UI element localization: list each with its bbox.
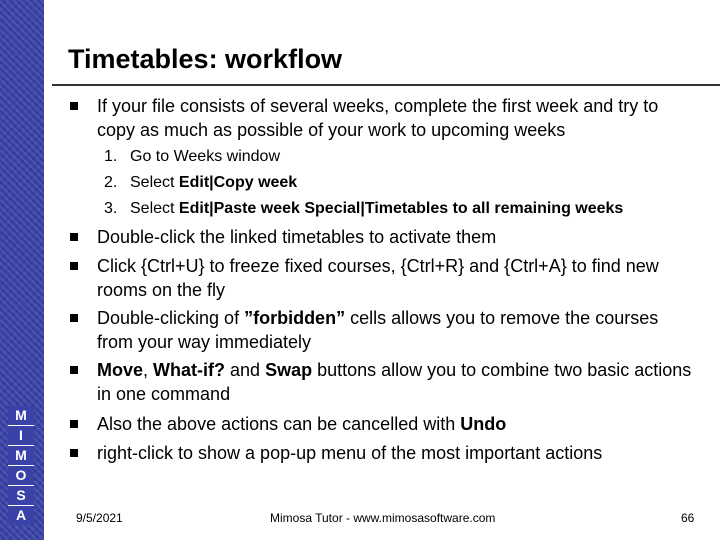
bullet-text-6 [97,412,697,436]
step-command: Edit|Paste week Special|Timetables to all remaining weeks [178,200,624,217]
logo-letter: I [8,426,34,445]
text-emphasis: Swap [265,360,313,380]
bullet-icon [70,449,78,457]
step-number: 2. [104,174,118,191]
text-part: cells allows you to remove the courses from your way immediately [97,308,659,352]
text-part: , [143,360,154,380]
bullet-text-4 [97,306,697,354]
step-text: Select [130,200,179,217]
bullet-text-3: Click {Ctrl+U} to freeze fixed courses, {Ctrl+R} and {Ctrl+A} to find new rooms on the fly [97,256,659,300]
title-divider [52,84,720,86]
step-3 [104,196,623,222]
text-emphasis: ”forbidden” [244,308,346,328]
bullet-text-2: Double-click the linked timetables to activate them [97,227,497,247]
text-part: Also the above actions can be cancelled with [97,414,461,434]
text-part: buttons allow you to combine two basic actions in one command [97,360,692,404]
text-part: and [225,360,266,380]
page-number: 66 [681,511,695,525]
bullet-icon [70,314,78,322]
logo-letter: M [8,446,34,465]
footer-center: Mimosa Tutor - www.mimosasoftware.com [270,511,496,525]
step-text: Go to Weeks window [130,148,280,165]
text-emphasis: Move [97,360,144,380]
logo-letter: S [8,486,34,505]
step-1 [104,144,280,170]
logo-letter: O [8,466,34,485]
step-command: Edit|Copy week [178,174,298,191]
mimosa-logo [8,406,34,524]
bullet-text-7: right-click to show a pop-up menu of the most important actions [97,443,603,463]
step-2 [104,170,297,196]
text-emphasis: Undo [460,414,507,434]
logo-letter: M [8,406,34,425]
step-text: Select [130,174,179,191]
footer-date: 9/5/2021 [76,511,123,525]
bullet-text-5 [97,358,702,406]
bullet-icon [70,420,78,428]
step-number: 1. [104,148,118,165]
bullet-icon [70,366,78,374]
logo-letter: A [8,506,34,525]
bullet-text-1: If your file consists of several weeks, complete the first week and try to copy as much as possible of your work to upcoming weeks [97,96,659,140]
bullet-icon [70,233,78,241]
text-emphasis: What-if? [153,360,226,380]
bullet-icon [70,102,78,110]
text-part: Double-clicking of [97,308,245,328]
slide-title: Timetables: workflow [68,44,343,74]
step-number: 3. [104,200,118,217]
bullet-icon [70,262,78,270]
